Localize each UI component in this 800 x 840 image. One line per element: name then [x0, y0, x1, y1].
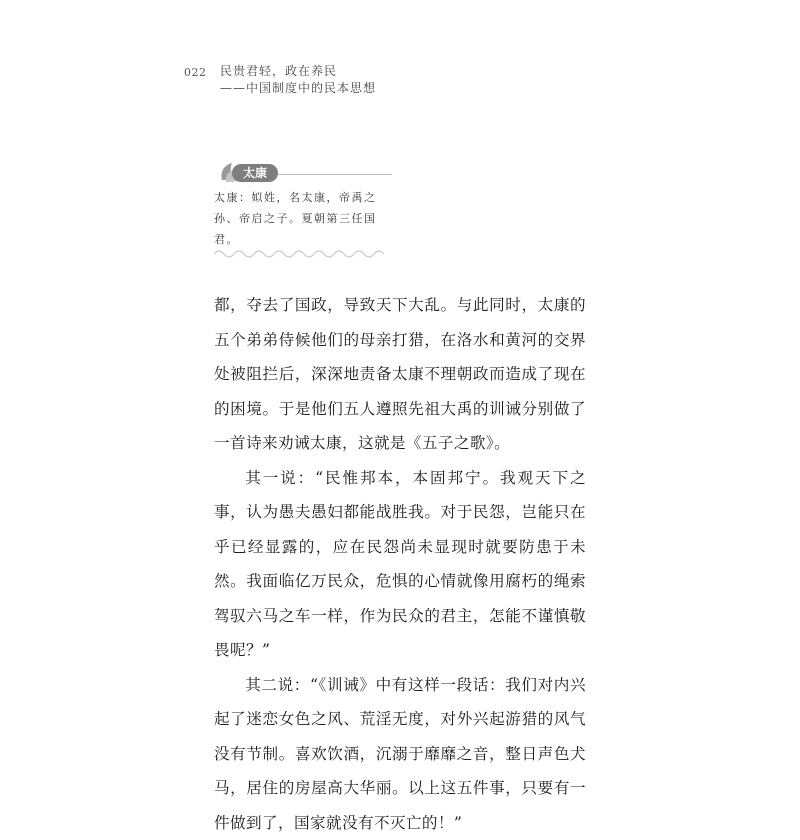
annotation-rule — [270, 174, 392, 175]
running-title — [220, 63, 376, 97]
page-number: 022 — [184, 66, 207, 79]
running-title-sub: ——中国制度中的民本思想 — [220, 80, 376, 97]
wave-border-icon — [214, 248, 384, 258]
paragraph: 其一说：“民惟邦本，本固邦宁。我观天下之事，认为愚夫愚妇都能战胜我。对于民怨，岂能只在乎已经显露的，应在民怨尚未显现时就要防患于未然。我面临亿万民众，危惧的心情就像用腐朽的绳索驾驭六马之车一样，作为民众的君主，怎能不谨慎敬畏呢？” — [214, 461, 586, 668]
running-title-main: 民贵君轻，政在养民 — [220, 63, 376, 80]
body-text — [214, 288, 586, 840]
annotation-note: 太康：姒姓，名太康，帝禹之孙、帝启之子。夏朝第三任国君。 — [214, 187, 390, 250]
paragraph: 其二说：“《训诫》中有这样一段话：我们对内兴起了迷恋女色之风、荒淫无度，对外兴起游猎的风气没有节制。喜欢饮酒，沉溺于靡靡之音，整日声色犬马，居住的房屋高大华丽。以上这五件事，只要有一件做到了，国家就没有不灭亡的！” — [214, 668, 586, 840]
paragraph: 都，夺去了国政，导致天下大乱。与此同时，太康的五个弟弟侍候他们的母亲打猎，在洛水和黄河的交界处被阻拦后，深深地责备太康不理朝政而造成了现在的困境。于是他们五人遵照先祖大禹的训诫分别做了一首诗来劝诫太康，这就是《五子之歌》。 — [214, 288, 586, 461]
annotation-box — [214, 158, 384, 264]
annotation-tag: 太康 — [232, 164, 278, 182]
